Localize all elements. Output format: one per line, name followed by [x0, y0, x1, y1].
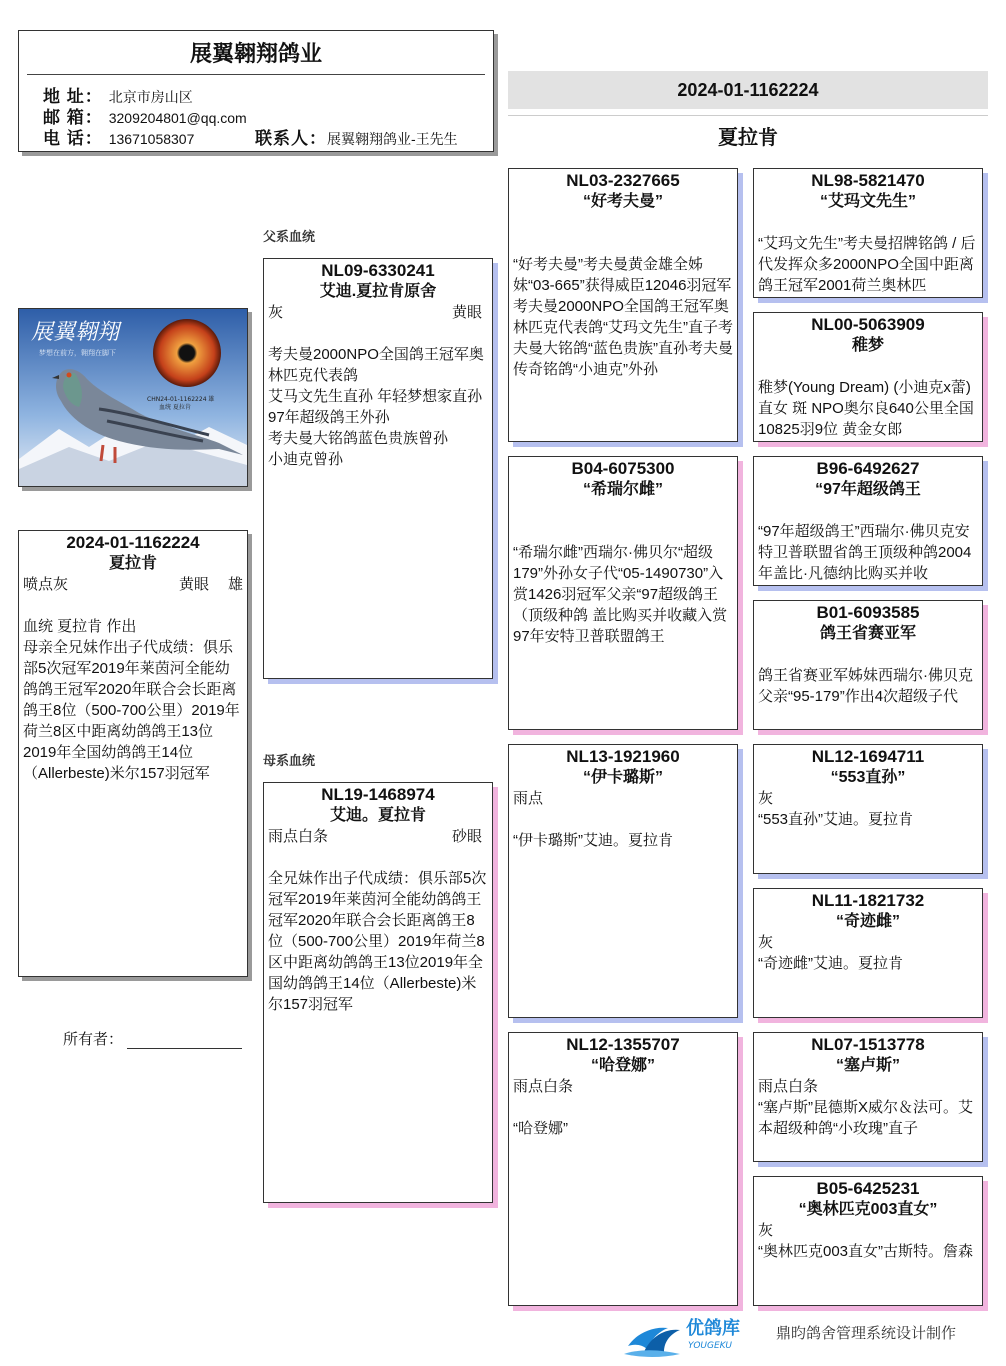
- subject-line: 血统 夏拉肯 作出: [23, 618, 137, 635]
- banner-divider: [508, 115, 988, 116]
- grandparent-ring: B04-6075300: [571, 459, 675, 478]
- great-grandparent-line: “奇迹雌”艾迪。夏拉肯: [758, 955, 903, 972]
- great-grandparent-ring: B96-6492627: [816, 459, 920, 478]
- address-row: [43, 87, 193, 107]
- great-grandparent-ring: NL12-1694711: [811, 747, 925, 766]
- great-grandparent-card: [753, 456, 983, 586]
- sire-line: 97年超级鸽王外孙: [268, 409, 390, 426]
- owner-label: 所有者：: [63, 1031, 124, 1048]
- great-grandparent-color: 灰: [758, 1222, 774, 1239]
- grandparent-card: [508, 456, 738, 730]
- contact: [255, 129, 458, 149]
- sire-line: 小迪克曾孙: [268, 451, 344, 468]
- subject-ring: 2024-01-1162224: [66, 533, 200, 552]
- phone-value: 13671058307: [108, 131, 195, 147]
- email-row: [43, 108, 247, 128]
- sire-eye: 黄眼: [451, 304, 482, 321]
- sire-card: [263, 258, 493, 679]
- sire-ring: NL09-6330241: [321, 261, 435, 280]
- photo-logo-text: 展翼翱翔: [31, 320, 120, 345]
- pigeon-photo: [18, 308, 248, 487]
- subject-name: 夏拉肯: [108, 555, 157, 572]
- grandparent-meta: [509, 788, 737, 809]
- great-grandparent-card: [753, 888, 983, 1018]
- great-grandparent-line: “97年超级鸽王”西瑞尔·佛贝克安特卫普联盟省鸽王顶级种鸽2004年盖比·凡德纳比购买并收: [758, 523, 972, 582]
- header-card: [18, 30, 494, 152]
- footer-credit: 鼎昀鸽舍管理系统设计制作: [776, 1325, 957, 1342]
- wave-logo-icon: [622, 1310, 762, 1358]
- subject-sex: 雄: [227, 576, 243, 593]
- great-grandparent-name: “艾玛文先生”: [819, 193, 916, 210]
- dam-color: 雨点白条: [268, 828, 329, 845]
- grandparent-line: “希瑞尔雌”西瑞尔·佛贝尔“超级179”外孙女子代“05-1490730”入赏1426羽冠军父亲“97超级鸽王（顶级种鸽 盖比购买并收藏入赏97年安特卫普联盟鸽王: [513, 544, 728, 645]
- owner-field: [63, 1028, 242, 1049]
- photo-slogan: 梦想在前方，翱翔在脚下: [39, 349, 116, 357]
- great-grandparent-ring: B01-6093585: [816, 603, 920, 622]
- grandparent-name: “哈登娜”: [590, 1057, 655, 1074]
- banner-ring: 2024-01-1162224: [508, 71, 988, 109]
- great-grandparent-line: 稚梦(Young Dream) (小迪克x蕾)直女 斑 NPO奥尔良640公里全国10825羽9位 黄金女郎: [758, 379, 974, 438]
- great-grandparent-line: “奥林匹克003直女”古斯特。詹森: [758, 1243, 974, 1260]
- grandparent-name: “伊卡璐斯”: [582, 769, 663, 786]
- great-grandparent-name: 稚梦: [851, 337, 884, 354]
- great-grandparent-ring: B05-6425231: [816, 1179, 920, 1198]
- grandparent-name: “好考夫曼”: [582, 193, 663, 210]
- great-grandparent-meta: [754, 1220, 982, 1241]
- great-grandparent-card: [753, 744, 983, 874]
- great-grandparent-ring: NL07-1513778: [811, 1035, 925, 1054]
- great-grandparent-name: “奥林匹克003直女”: [798, 1201, 938, 1218]
- subject-meta: [19, 574, 247, 595]
- subject-line: 母亲全兄妹作出子代成绩：俱乐部5次冠军2019年莱茵河全能幼鸽鸽王冠军2020年联合会长距离鸽王8位（500-700公里）2019年荷兰8区中距离幼鸽鸽王13位2019年全国幼鸽鸽王14位（Allerbeste)米尔157羽冠军: [23, 639, 240, 782]
- photo-caption-name: 血统 夏拉肯: [159, 404, 191, 411]
- pigeon-photo-image: [19, 309, 247, 486]
- email-value: 3209204801@qq.com: [108, 110, 247, 126]
- great-grandparent-card: [753, 168, 983, 298]
- great-grandparent-color: 雨点白条: [758, 1078, 819, 1095]
- great-grandparent-name: “塞卢斯”: [835, 1057, 900, 1074]
- dam-section-title: 母系血统: [263, 753, 316, 768]
- contact-value: 展翼翱翔鸽业-王先生: [327, 131, 458, 147]
- footer-logo-name: 优鸽库: [686, 1318, 740, 1339]
- grandparent-line: “哈登娜”: [513, 1120, 568, 1137]
- great-grandparent-card: [753, 1032, 983, 1162]
- grandparent-name: “希瑞尔雌”: [582, 481, 663, 498]
- great-grandparent-meta: [754, 932, 982, 953]
- sire-color: 灰: [268, 304, 284, 321]
- dam-card: [263, 782, 493, 1203]
- grandparent-ring: NL03-2327665: [566, 171, 680, 190]
- great-grandparent-line: “塞卢斯”昆德斯X威尔＆法可。艾本超级种鸽“小玫瑰”直子: [758, 1099, 973, 1137]
- great-grandparent-line: 鸽王省赛亚军姊妹西瑞尔·佛贝克父亲“95-179”作出4次超级子代: [758, 667, 973, 705]
- great-grandparent-name: “97年超级鸽王: [815, 481, 921, 498]
- grandparent-ring: NL12-1355707: [566, 1035, 680, 1054]
- great-grandparent-color: 灰: [758, 934, 774, 951]
- dam-eye: 砂眼: [451, 828, 482, 845]
- grandparent-ring: NL13-1921960: [566, 747, 680, 766]
- great-grandparent-card: [753, 600, 983, 730]
- great-grandparent-name: 鸽王省赛亚军: [819, 625, 916, 642]
- great-grandparent-name: “553直孙”: [830, 769, 906, 786]
- great-grandparent-line: “艾玛文先生”考夫曼招牌铭鸽 / 后代发挥众多2000NPO全国中距离鸽王冠军2001荷兰奥林匹: [758, 235, 976, 294]
- great-grandparent-meta: [754, 788, 982, 809]
- sire-line: 考夫曼2000NPO全国鸽王冠军奥林匹克代表鸽: [268, 346, 484, 384]
- grandparent-color: 雨点白条: [513, 1078, 574, 1095]
- grandparent-meta: [509, 1076, 737, 1097]
- owner-signature-line: [127, 1032, 242, 1049]
- great-grandparent-color: 灰: [758, 790, 774, 807]
- grandparent-line: “好考夫曼”考夫曼黄金雄全姊妹“03-665”获得威臣12046羽冠军考夫曼2000NPO全国鸽王冠军奥林匹克代表鸽“艾玛文先生”直子考夫曼大铭鸽“蓝色贵族”直孙考夫曼传奇铭鸽“小迪克”外孙: [513, 256, 733, 378]
- great-grandparent-ring: NL98-5821470: [811, 171, 925, 190]
- grandparent-card: [508, 1032, 738, 1306]
- sire-line: 艾马文先生直孙 年轻梦想家直孙: [268, 388, 483, 405]
- subject-card: [18, 530, 248, 977]
- sire-line: 考夫曼大铭鸽蓝色贵族曾孙: [268, 430, 449, 447]
- sire-meta: [264, 302, 492, 323]
- address-value: 北京市房山区: [108, 89, 193, 105]
- dam-meta: [264, 826, 492, 847]
- dam-ring: NL19-1468974: [321, 785, 435, 804]
- subject-eye: 黄眼: [179, 576, 210, 593]
- great-grandparent-meta: [754, 1076, 982, 1097]
- email-label: 邮 箱：: [43, 108, 103, 127]
- grandparent-color: 雨点: [513, 790, 544, 807]
- header-divider: [27, 74, 485, 75]
- contact-label: 联系人：: [255, 129, 327, 148]
- great-grandparent-ring: NL11-1821732: [811, 891, 925, 910]
- great-grandparent-ring: NL00-5063909: [811, 315, 925, 334]
- dam-name: 艾迪。夏拉肯: [329, 807, 426, 824]
- subject-color: 喷点灰: [23, 576, 69, 593]
- address-label: 地 址：: [43, 87, 103, 106]
- banner-name: 夏拉肯: [718, 127, 778, 149]
- grandparent-line: “伊卡璐斯”艾迪。夏拉肯: [513, 832, 673, 849]
- sire-section-title: 父系血统: [263, 229, 316, 244]
- grandparent-card: [508, 744, 738, 1018]
- great-grandparent-card: [753, 1176, 983, 1306]
- grandparent-card: [508, 168, 738, 442]
- footer-logo: [622, 1310, 762, 1358]
- company-name: 展翼翱翔鸽业: [189, 41, 322, 66]
- phone-row: [43, 129, 483, 149]
- sire-name: 艾迪.夏拉肯原舍: [319, 283, 437, 300]
- great-grandparent-card: [753, 312, 983, 442]
- great-grandparent-name: “奇迹雌”: [835, 913, 900, 930]
- footer-logo-sub: YOUGEKU: [688, 1341, 733, 1351]
- phone-label: 电 话：: [43, 129, 103, 148]
- great-grandparent-line: “553直孙”艾迪。夏拉肯: [758, 811, 914, 828]
- photo-caption-ring: CHN24-01-1162224 雄: [147, 396, 215, 403]
- dam-line: 全兄妹作出子代成绩：俱乐部5次冠军2019年莱茵河全能幼鸽鸽王冠军2020年联合会长距离鸽王8位（500-700公里）2019年荷兰8区中距离幼鸽鸽王13位2019年全国幼鸽鸽王14位（Allerbeste)米尔157羽冠军: [268, 870, 487, 1013]
